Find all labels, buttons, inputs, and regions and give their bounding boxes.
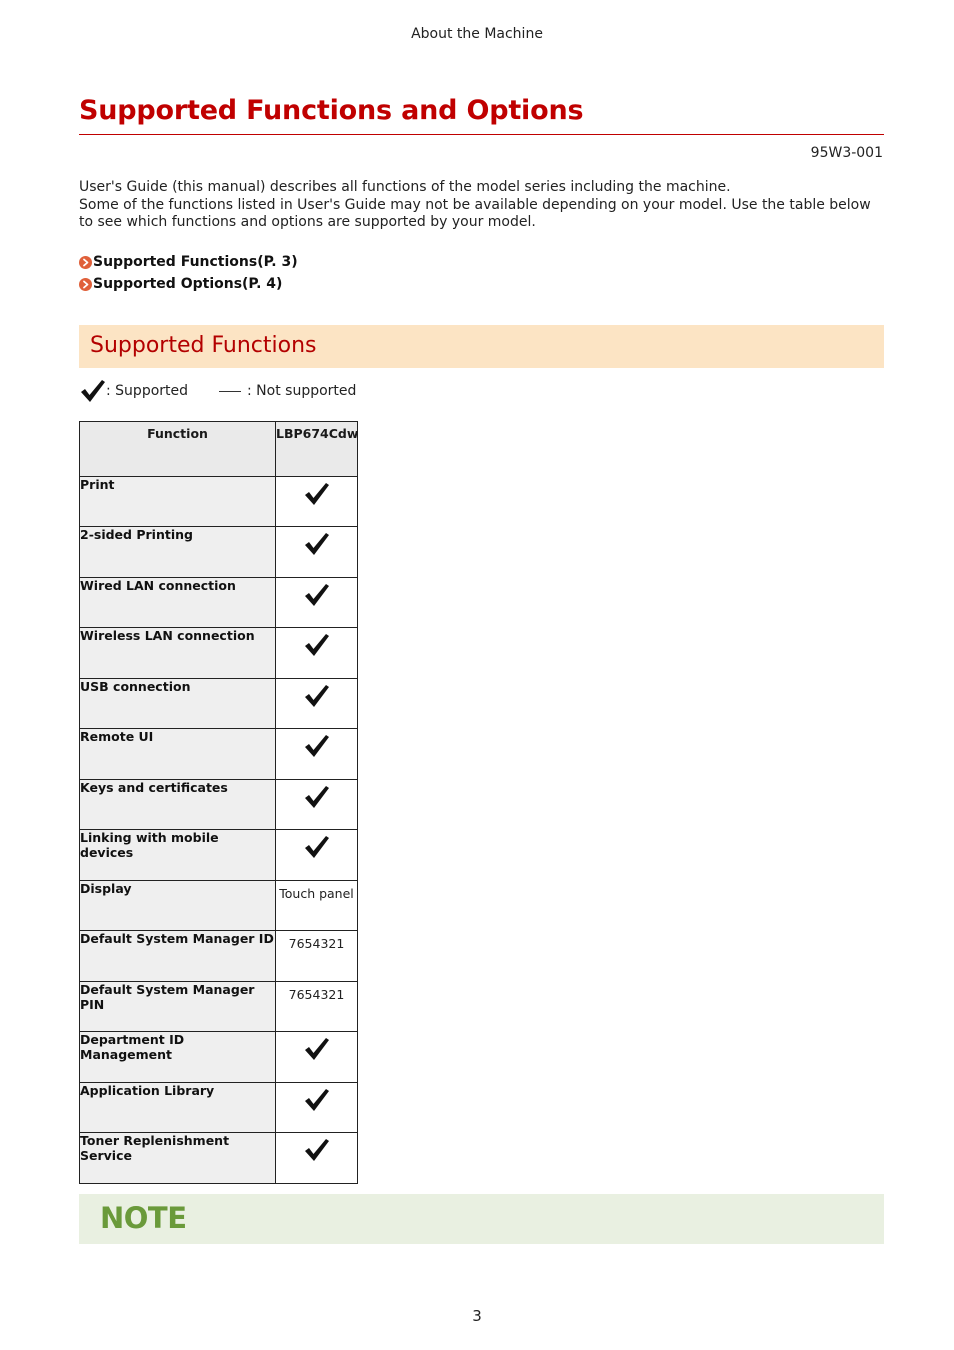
table-row <box>80 1133 358 1184</box>
function-name-cell: Remote UI <box>80 729 276 780</box>
support-status-cell <box>276 476 358 527</box>
function-name-cell: Department ID Management <box>80 1032 276 1083</box>
table-header-row <box>80 422 358 477</box>
function-name-cell: Wireless LAN connection <box>80 628 276 679</box>
support-status-cell <box>276 1032 358 1083</box>
checkmark-icon <box>303 1137 330 1163</box>
link-supported-options[interactable] <box>79 273 298 295</box>
page-title: Supported Functions and Options <box>79 95 584 126</box>
function-name-cell: Wired LAN connection <box>80 577 276 628</box>
document-id: 95W3-001 <box>810 145 883 161</box>
legend-supported-label: : Supported <box>106 383 189 399</box>
function-name-cell: Default System Manager PIN <box>80 981 276 1032</box>
support-status-cell <box>276 779 358 830</box>
function-name-cell: Linking with mobile devices <box>80 830 276 881</box>
table-row <box>80 476 358 527</box>
support-value: 7654321 <box>288 936 345 951</box>
function-name-cell: Keys and certificates <box>80 779 276 830</box>
function-name-cell: Print <box>80 476 276 527</box>
function-name-cell: Application Library <box>80 1082 276 1133</box>
arrow-circle-icon <box>79 278 92 291</box>
table-row <box>80 527 358 578</box>
dash-icon <box>219 391 241 392</box>
support-value: Touch panel <box>279 885 354 901</box>
function-name-cell: Display <box>80 880 276 931</box>
legend-not-supported-label: : Not supported <box>247 383 357 399</box>
checkmark-icon <box>303 481 330 507</box>
checkmark-icon <box>303 582 330 608</box>
table-row <box>80 830 358 881</box>
table-row <box>80 1032 358 1083</box>
page-number: 3 <box>472 1307 482 1325</box>
column-header-function: Function <box>80 422 276 477</box>
note-title: NOTE <box>100 1201 187 1235</box>
function-name-cell: USB connection <box>80 678 276 729</box>
support-status-cell <box>276 628 358 679</box>
functions-table <box>79 421 358 1184</box>
support-status-cell <box>276 1082 358 1133</box>
support-status-cell <box>276 577 358 628</box>
support-status-cell <box>276 729 358 780</box>
table-row <box>80 981 358 1032</box>
legend <box>79 377 356 405</box>
table-row <box>80 779 358 830</box>
running-header: About the Machine <box>411 26 543 42</box>
table-row <box>80 628 358 679</box>
support-status-cell <box>276 880 358 931</box>
link-supported-functions[interactable] <box>79 251 298 273</box>
intro-paragraph: User's Guide (this manual) describes all functions of the model series including the machine. Some of the functions listed in User's Guide may not be available depending on your model. Use the table below to see which functions and options are supported by your model. <box>79 179 871 230</box>
table-row <box>80 1082 358 1133</box>
support-status-cell <box>276 527 358 578</box>
table-row <box>80 931 358 982</box>
checkmark-icon <box>303 531 330 557</box>
checkmark-icon <box>303 784 330 810</box>
support-status-cell <box>276 830 358 881</box>
section-title: Supported Functions <box>90 333 317 358</box>
support-status-cell <box>276 931 358 982</box>
function-name-cell: Default System Manager ID <box>80 931 276 982</box>
link-label[interactable]: Supported Functions(P. 3) <box>93 254 298 270</box>
support-status-cell <box>276 1133 358 1184</box>
section-links <box>79 251 298 295</box>
checkmark-icon <box>303 632 330 658</box>
table-row <box>80 577 358 628</box>
support-status-cell <box>276 981 358 1032</box>
checkmark-icon <box>303 733 330 759</box>
table-row <box>80 880 358 931</box>
note-band <box>79 1194 884 1244</box>
arrow-circle-icon <box>79 256 92 269</box>
section-header-band <box>79 325 884 368</box>
checkmark-icon <box>79 378 106 404</box>
checkmark-icon <box>303 834 330 860</box>
function-name-cell: Toner Replenishment Service <box>80 1133 276 1184</box>
support-value: 7654321 <box>288 986 345 1002</box>
checkmark-icon <box>303 1036 330 1062</box>
column-header-model: LBP674Cdw <box>276 422 358 477</box>
link-label[interactable]: Supported Options(P. 4) <box>93 276 283 292</box>
table-row <box>80 678 358 729</box>
function-name-cell: 2-sided Printing <box>80 527 276 578</box>
checkmark-icon <box>303 1087 330 1113</box>
title-divider <box>79 134 884 135</box>
support-status-cell <box>276 678 358 729</box>
table-row <box>80 729 358 780</box>
checkmark-icon <box>303 683 330 709</box>
